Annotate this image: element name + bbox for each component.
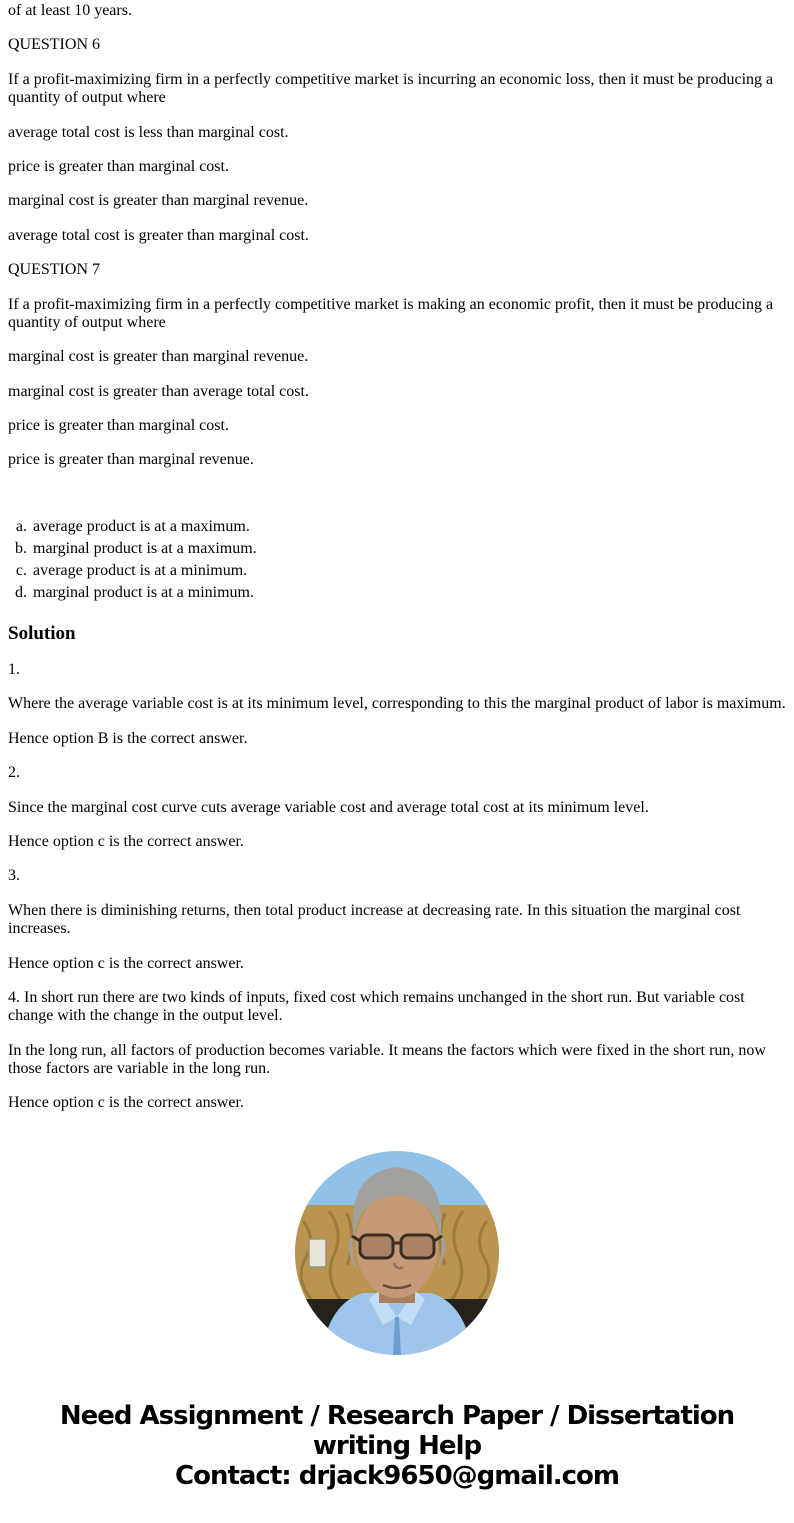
solution-paragraph: In the long run, all factors of production becomes variable. It means the factors which were fixed in the short run, now those factors are variable in the long run. (8, 1041, 766, 1078)
footer-headline: Need Assignment / Research Paper / Dissertation writing Help (59, 1400, 735, 1461)
question7-choice: price is greater than marginal cost. (8, 417, 229, 435)
solution-paragraph: When there is diminishing returns, then total product increase at decreasing rate. In this situation the marginal cost increases. (8, 901, 741, 938)
lettered-option-list (8, 516, 786, 604)
solution-paragraph: Where the average variable cost is at its minimum level, corresponding to this the marginal product of labor is maximum. (8, 695, 786, 713)
question6-choice: marginal cost is greater than marginal revenue. (8, 192, 309, 210)
solution-paragraph: Hence option c is the correct answer. (8, 954, 244, 972)
solution-paragraph: Hence option B is the correct answer. (8, 729, 248, 747)
footer-banner (8, 1401, 786, 1491)
solution-paragraph: Hence option c is the correct answer. (8, 832, 244, 850)
question6-title: QUESTION 6 (8, 36, 100, 54)
question6-choice: average total cost is less than marginal cost. (8, 123, 289, 141)
question6-stem: If a profit-maximizing firm in a perfectly competitive market is incurring an economic loss, then it must be producing a quantity of output where (8, 70, 774, 107)
lettered-option-c: c. average product is at a minimum. (31, 560, 786, 582)
solution-heading: Solution (8, 623, 76, 645)
solution-paragraph: 1. (8, 661, 20, 679)
solution-paragraph: Since the marginal cost curve cuts average variable cost and average total cost at its minimum level. (8, 798, 649, 816)
lettered-option-b: b. marginal product is at a maximum. (31, 538, 786, 560)
lettered-option-a: a. average product is at a maximum. (31, 516, 786, 538)
question7-choice: marginal cost is greater than marginal revenue. (8, 348, 309, 366)
question7-stem: If a profit-maximizing firm in a perfectly competitive market is making an economic profit, then it must be producing a quantity of output where (8, 295, 774, 331)
solution-paragraph: 2. (8, 764, 20, 782)
question6-choice: price is greater than marginal cost. (8, 157, 229, 175)
footer-contact-email: Contact: drjack9650@gmail.com (175, 1460, 619, 1491)
solution-paragraph: 4. In short run there are two kinds of inputs, fixed cost which remains unchanged in the short run. But variable cost change with the change in the output level. (8, 988, 745, 1025)
question7-choice: marginal cost is greater than average total cost. (8, 382, 309, 400)
instructor-photo-container (8, 1151, 786, 1355)
solution-paragraph: 3. (8, 867, 20, 885)
solution-paragraph: Hence option c is the correct answer. (8, 1094, 244, 1112)
question7-title: QUESTION 7 (8, 261, 100, 279)
question6-choice: average total cost is greater than marginal cost. (8, 226, 309, 244)
question7-choice: price is greater than marginal revenue. (8, 451, 254, 469)
light-switch-plate (309, 1239, 326, 1267)
lettered-option-d: d. marginal product is at a minimum. (31, 582, 786, 604)
leading-fragment: of at least 10 years. (8, 2, 132, 19)
instructor-avatar (295, 1151, 499, 1355)
